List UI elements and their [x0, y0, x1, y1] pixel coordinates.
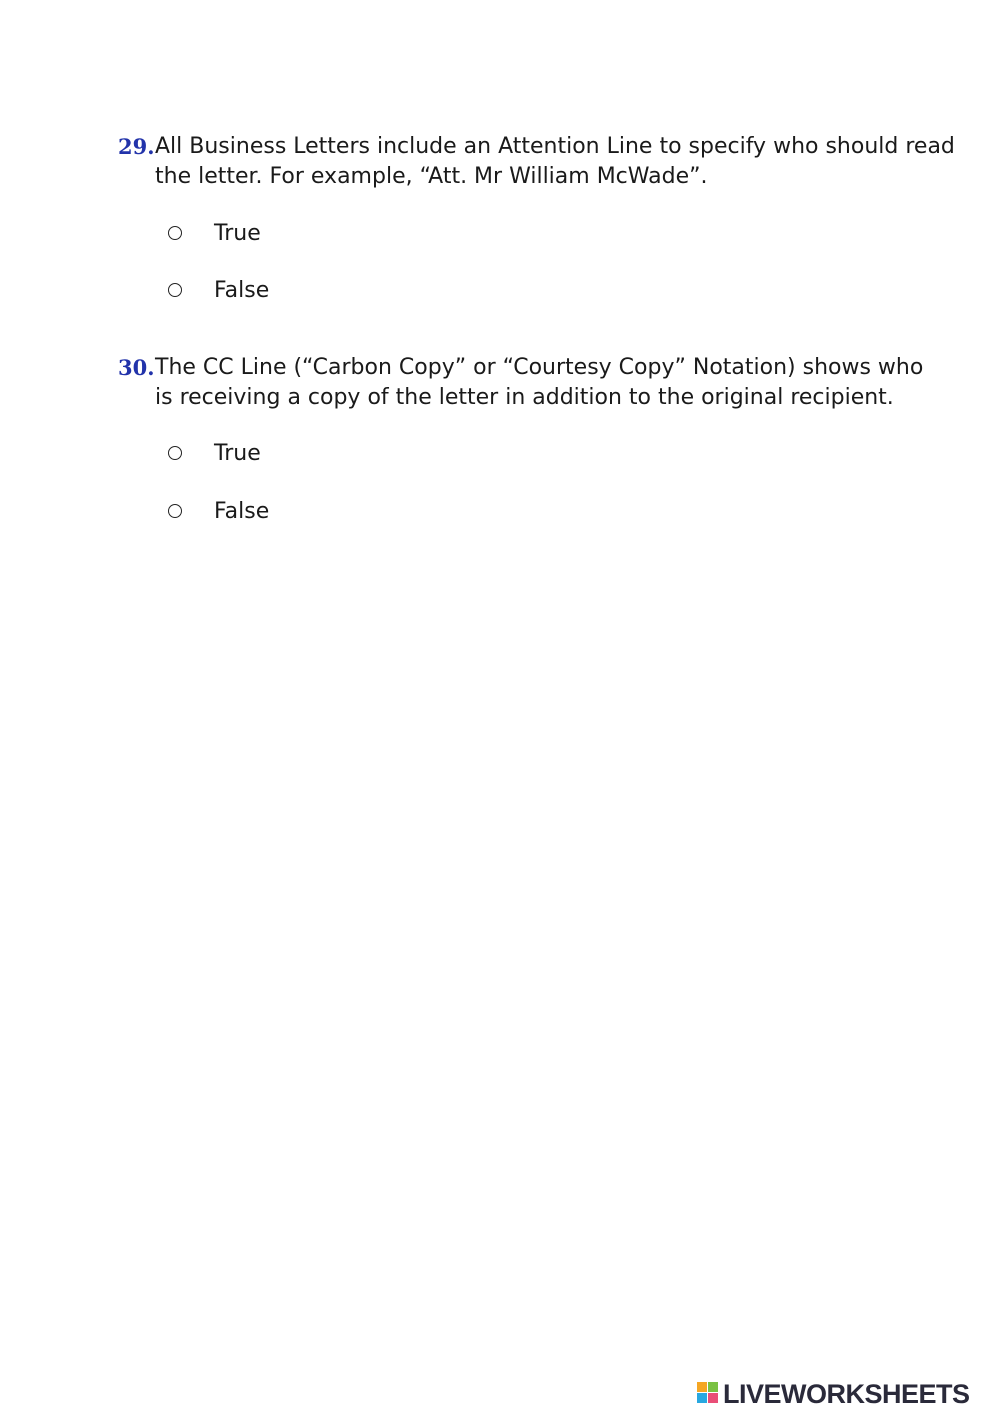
- logo-text: LIVEWORKSHEETS: [723, 1379, 970, 1409]
- logo-square: [697, 1393, 707, 1403]
- option-label: False: [214, 278, 270, 303]
- option-label: True: [214, 221, 261, 246]
- question-text-line-2: the letter. For example, “Att. Mr William McWade”.: [155, 164, 708, 189]
- liveworksheets-logo: [697, 1378, 997, 1410]
- question-text-line-1: The CC Line (“Carbon Copy” or “Courtesy Copy” Notation) shows who: [155, 355, 924, 380]
- radio-button-icon[interactable]: [168, 283, 182, 297]
- question-text-line-2: is receiving a copy of the letter in addition to the original recipient.: [155, 385, 894, 410]
- question-number: 29.: [118, 134, 155, 159]
- radio-button-icon[interactable]: [168, 504, 182, 518]
- logo-square: [708, 1382, 718, 1392]
- logo-square: [697, 1382, 707, 1392]
- radio-button-icon[interactable]: [168, 446, 182, 460]
- liveworksheets-logo-icon: [697, 1382, 719, 1404]
- option-label: False: [214, 499, 270, 524]
- question-text-line-1: All Business Letters include an Attention Line to specify who should read: [155, 134, 955, 159]
- radio-button-icon[interactable]: [168, 226, 182, 240]
- option-label: True: [214, 441, 261, 466]
- logo-square: [708, 1393, 718, 1403]
- question-number: 30.: [118, 355, 155, 380]
